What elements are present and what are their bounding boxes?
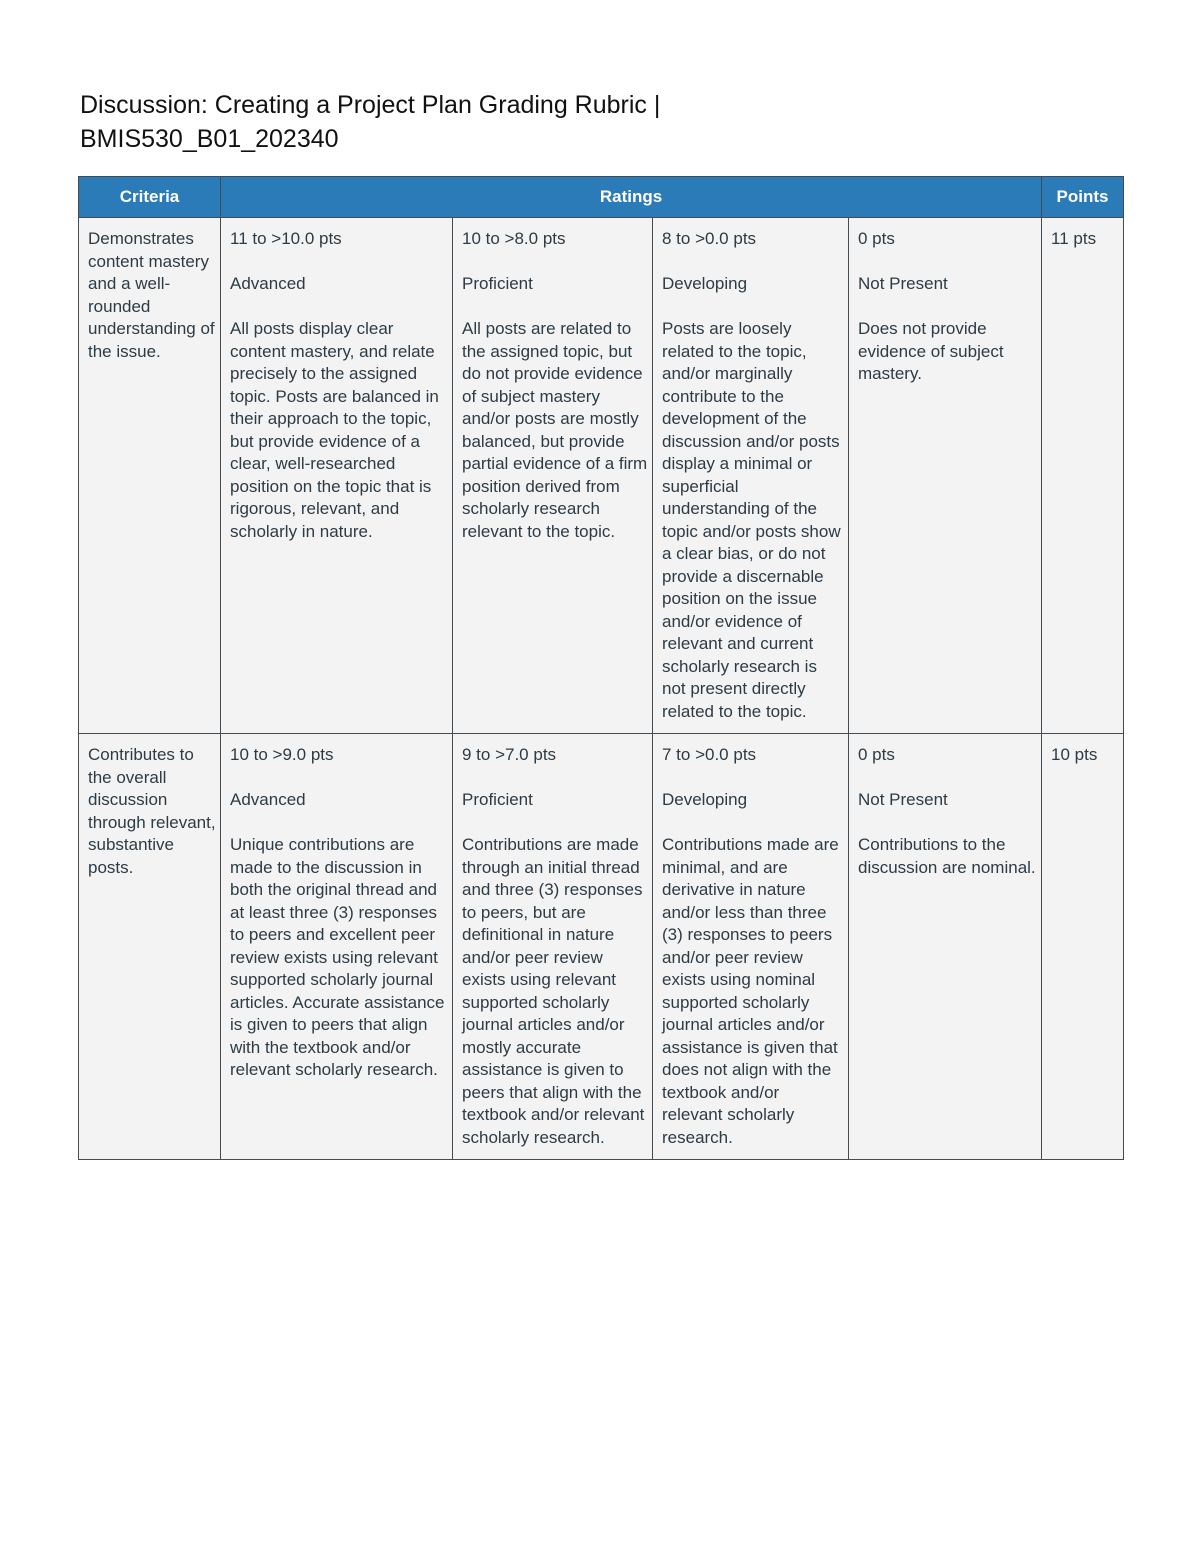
rating-pts-range: 10 to >8.0 pts — [462, 229, 566, 248]
rubric-table — [78, 176, 1124, 1160]
page-title-line-2: BMIS530_B01_202340 — [80, 125, 339, 153]
criterion-cell: Demonstrates content mastery and a well-rounded understanding of the issue. — [79, 218, 221, 734]
rating-pts-range: 11 to >10.0 pts — [230, 229, 342, 248]
rating-pts-range: 10 to >9.0 pts — [230, 745, 334, 764]
ratings-header: Ratings — [221, 177, 1042, 218]
rating-cell — [849, 218, 1042, 734]
rating-pts-range: 7 to >0.0 pts — [662, 745, 757, 764]
rating-description: All posts are related to the assigned topic, but do not provide evidence of subject mastery and/or posts are mostly balanced, but provide partial evidence of a firm position derived from scholarly research relevant to the topic. — [462, 319, 648, 541]
rating-title: Advanced — [230, 790, 306, 809]
rating-title: Developing — [662, 790, 748, 809]
rating-title: Not Present — [858, 274, 948, 293]
rating-pts-range: 9 to >7.0 pts — [462, 745, 557, 764]
rating-description: Does not provide evidence of subject mastery. — [858, 319, 1004, 383]
rating-description: Contributions made are minimal, and are derivative in nature and/or less than three (3) responses to peers and/or peer review exists using nominal supported scholarly journal articles and/or assistance is given that does not align with the textbook and/or relevant scholarly research. — [662, 835, 839, 1147]
points-cell: 11 pts — [1042, 218, 1124, 734]
rating-cell — [453, 218, 653, 734]
page-title — [80, 88, 1120, 156]
rubric-header-row — [79, 177, 1124, 218]
rating-cell — [653, 218, 849, 734]
rating-description: Posts are loosely related to the topic, and/or marginally contribute to the development of the discussion and/or posts display a minimal or superficial understanding of the topic and/or posts show a clear bias, or do not provide a discernable position on the issue and/or evidence of relevant and current scholarly research is not present directly related to the topic. — [662, 319, 841, 721]
points-cell: 10 pts — [1042, 734, 1124, 1160]
page-title-line-1: Discussion: Creating a Project Plan Grading Rubric | — [80, 91, 661, 119]
rating-title: Developing — [662, 274, 748, 293]
rating-title: Not Present — [858, 790, 948, 809]
rating-description: Unique contributions are made to the discussion in both the original thread and at least three (3) responses to peers and excellent peer review exists using relevant supported scholarly journal articles. Accurate assistance is given to peers that align with the textbook and/or relevant scholarly research. — [230, 835, 445, 1079]
rating-title: Proficient — [462, 790, 533, 809]
rating-description: Contributions to the discussion are nominal. — [858, 835, 1036, 877]
criteria-header: Criteria — [79, 177, 221, 218]
rating-description: All posts display clear content mastery, and relate precisely to the assigned topic. Posts are balanced in their approach to the topic, but provide evidence of a clear, well-researched position on the topic that is rigorous, relevant, and scholarly in nature. — [230, 319, 439, 541]
rating-cell — [221, 734, 453, 1160]
rating-title: Proficient — [462, 274, 533, 293]
rating-description: Contributions are made through an initial thread and three (3) responses to peers, but are definitional in nature and/or peer review exists using relevant supported scholarly journal articles and/or mostly accurate assistance is given to peers that align with the textbook and/or relevant scholarly research. — [462, 835, 645, 1147]
rubric-row — [79, 218, 1124, 734]
rating-cell — [221, 218, 453, 734]
criterion-cell: Contributes to the overall discussion through relevant, substantive posts. — [79, 734, 221, 1160]
points-header: Points — [1042, 177, 1124, 218]
rating-pts-range: 0 pts — [858, 745, 895, 764]
rating-cell — [653, 734, 849, 1160]
rating-pts-range: 0 pts — [858, 229, 895, 248]
rubric-row — [79, 734, 1124, 1160]
rating-title: Advanced — [230, 274, 306, 293]
rating-pts-range: 8 to >0.0 pts — [662, 229, 757, 248]
rating-cell — [849, 734, 1042, 1160]
rating-cell — [453, 734, 653, 1160]
